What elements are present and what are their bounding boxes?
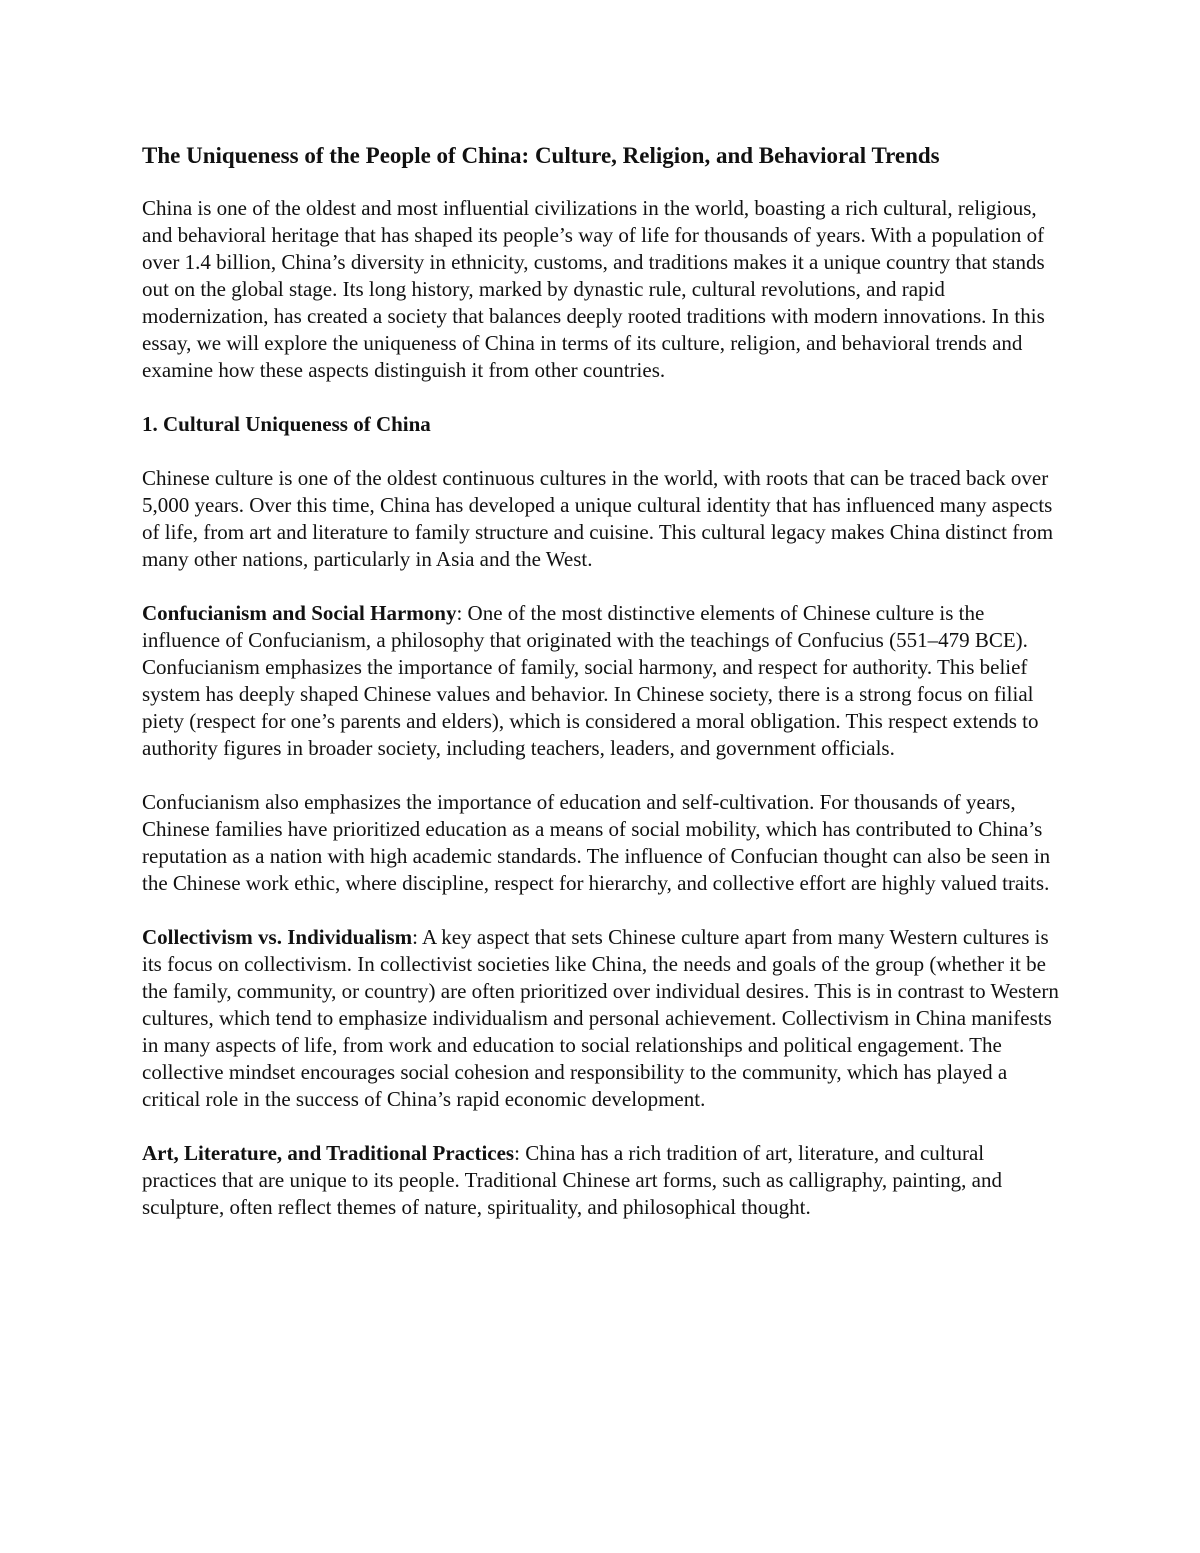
art-text: : China has a rich tradition of art, literature, and cultural practices that are unique to its people. Traditional Chinese art forms, such as calligraphy, painting, and sculpture, often reflect themes of nature, spirituality, and philosophical thought. [142,1141,1003,1219]
confucianism-education-paragraph: Confucianism also emphasizes the importance of education and self-cultivation. For thousands of years, Chinese families have prioritized education as a means of social mobility, which has contributed to China’s reputation as a nation with high academic standards. The influence of Confucian thought can also be seen in the Chinese work ethic, where discipline, respect for hierarchy, and collective effort are highly valued traits. [142,790,1051,895]
section-heading-cultural-uniqueness: 1. Cultural Uniqueness of China [142,412,431,436]
document-title: The Uniqueness of the People of China: Culture, Religion, and Behavioral Trends [142,143,940,168]
art-lead: Art, Literature, and Traditional Practices [142,1141,515,1165]
cultural-uniqueness-paragraph: Chinese culture is one of the oldest continuous cultures in the world, with roots that can be traced back over 5,000 years. Over this time, China has developed a unique cultural identity that has influenced many aspects of life, from art and literature to family structure and cuisine. This cultural legacy makes China distinct from many other nations, particularly in Asia and the West. [142,466,1054,571]
confucianism-lead: Confucianism and Social Harmony [142,601,457,625]
confucianism-paragraph [142,600,1062,762]
collectivism-paragraph [142,924,1062,1113]
collectivism-lead: Collectivism vs. Individualism [142,925,413,949]
document-page [142,142,1062,1248]
collectivism-text: : A key aspect that sets Chinese culture apart from many Western cultures is its focus on collectivism. In collectivist societies like China, the needs and goals of the group (whether it be the family, community, or country) are often prioritized over individual desires. This is in contrast to Western cultures, which tend to emphasize individualism and personal achievement. Collectivism in China manifests in many aspects of life, from work and education to social relationships and political engagement. The collective mindset encourages social cohesion and responsibility to the community, which has played a critical role in the success of China’s rapid economic development. [142,925,1059,1111]
confucianism-text: : One of the most distinctive elements of Chinese culture is the influence of Confucianism, a philosophy that originated with the teachings of Confucius (551–479 BCE). Confucianism emphasizes the importance of family, social harmony, and respect for authority. This belief system has deeply shaped Chinese values and behavior. In Chinese society, there is a strong focus on filial piety (respect for one’s parents and elders), which is considered a moral obligation. This respect extends to authority figures in broader society, including teachers, leaders, and government officials. [142,601,1039,760]
art-paragraph [142,1140,1062,1221]
intro-paragraph: China is one of the oldest and most influential civilizations in the world, boasting a rich cultural, religious, and behavioral heritage that has shaped its people’s way of life for thousands of years. With a population of over 1.4 billion, China’s diversity in ethnicity, customs, and traditions makes it a unique country that stands out on the global stage. Its long history, marked by dynastic rule, cultural revolutions, and rapid modernization, has created a society that balances deeply rooted traditions with modern innovations. In this essay, we will explore the uniqueness of China in terms of its culture, religion, and behavioral trends and examine how these aspects distinguish it from other countries. [142,196,1045,382]
